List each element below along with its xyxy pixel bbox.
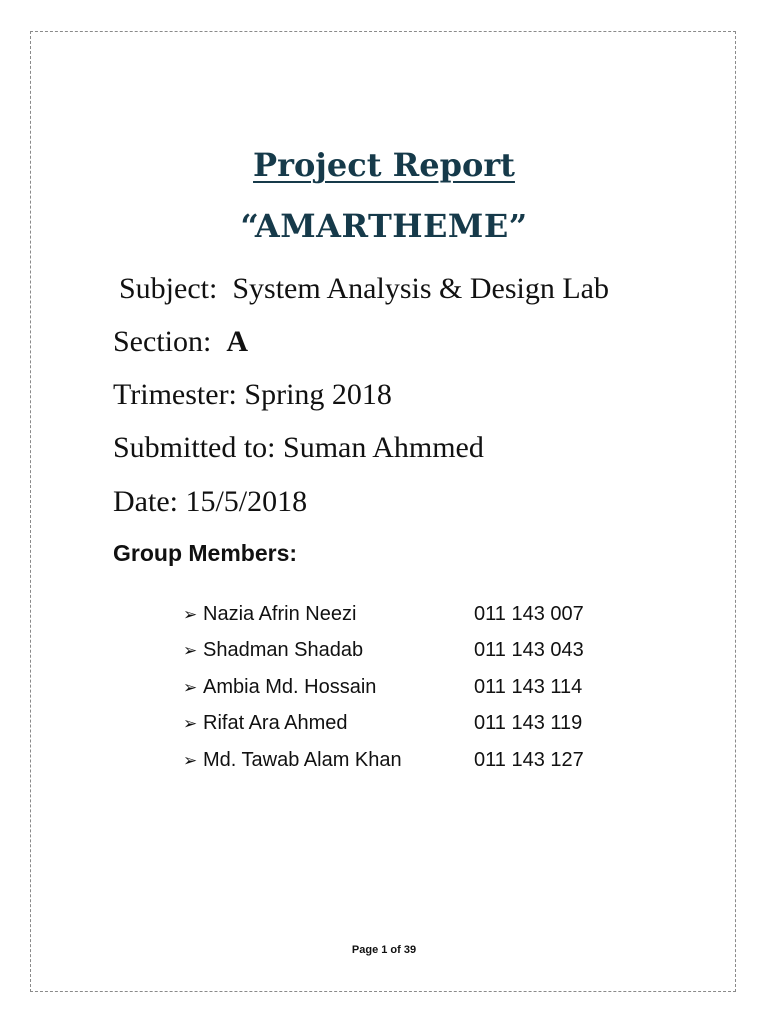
date-label: Date: (113, 485, 178, 518)
member-name: Rifat Ara Ahmed (203, 712, 348, 735)
group-members-list (183, 596, 584, 779)
member-id: 011 143 127 (474, 748, 584, 771)
arrow-bullet-icon: ➢ (183, 604, 198, 624)
section-label: Section: (113, 325, 212, 358)
list-item (183, 596, 584, 633)
trimester-value: Spring 2018 (244, 378, 392, 411)
list-item (183, 633, 584, 670)
member-id: 011 143 043 (474, 639, 584, 662)
submitted-to-line (113, 431, 484, 465)
arrow-bullet-icon: ➢ (183, 714, 198, 734)
arrow-bullet-icon: ➢ (183, 677, 198, 697)
list-item (183, 706, 584, 743)
trimester-label: Trimester: (113, 378, 237, 411)
section-value: A (226, 325, 248, 358)
member-name: Ambia Md. Hossain (203, 675, 377, 698)
arrow-bullet-icon: ➢ (183, 641, 198, 661)
page-number: Page 1 of 39 (351, 944, 417, 956)
member-id: 011 143 007 (474, 602, 584, 625)
submitted-to-label: Submitted to: (113, 431, 276, 464)
member-id: 011 143 119 (474, 712, 583, 735)
subject-label: Subject: (119, 272, 218, 305)
subject-value: System Analysis & Design Lab (232, 272, 609, 305)
project-name: “AMARTHEME” (240, 207, 528, 245)
arrow-bullet-icon: ➢ (183, 750, 198, 770)
section-line (113, 325, 248, 359)
member-name: Md. Tawab Alam Khan (203, 748, 402, 771)
report-title: Project Report (253, 146, 515, 184)
list-item (183, 669, 584, 706)
group-members-heading: Group Members: (113, 540, 298, 566)
trimester-line (113, 378, 392, 412)
date-value: 15/5/2018 (185, 485, 308, 518)
member-id: 011 143 114 (474, 675, 583, 698)
date-line (113, 485, 307, 519)
subject-line (119, 272, 609, 306)
member-name: Shadman Shadab (203, 639, 364, 662)
submitted-to-value: Suman Ahmmed (283, 431, 484, 464)
list-item (183, 742, 584, 779)
member-name: Nazia Afrin Neezi (203, 602, 357, 625)
